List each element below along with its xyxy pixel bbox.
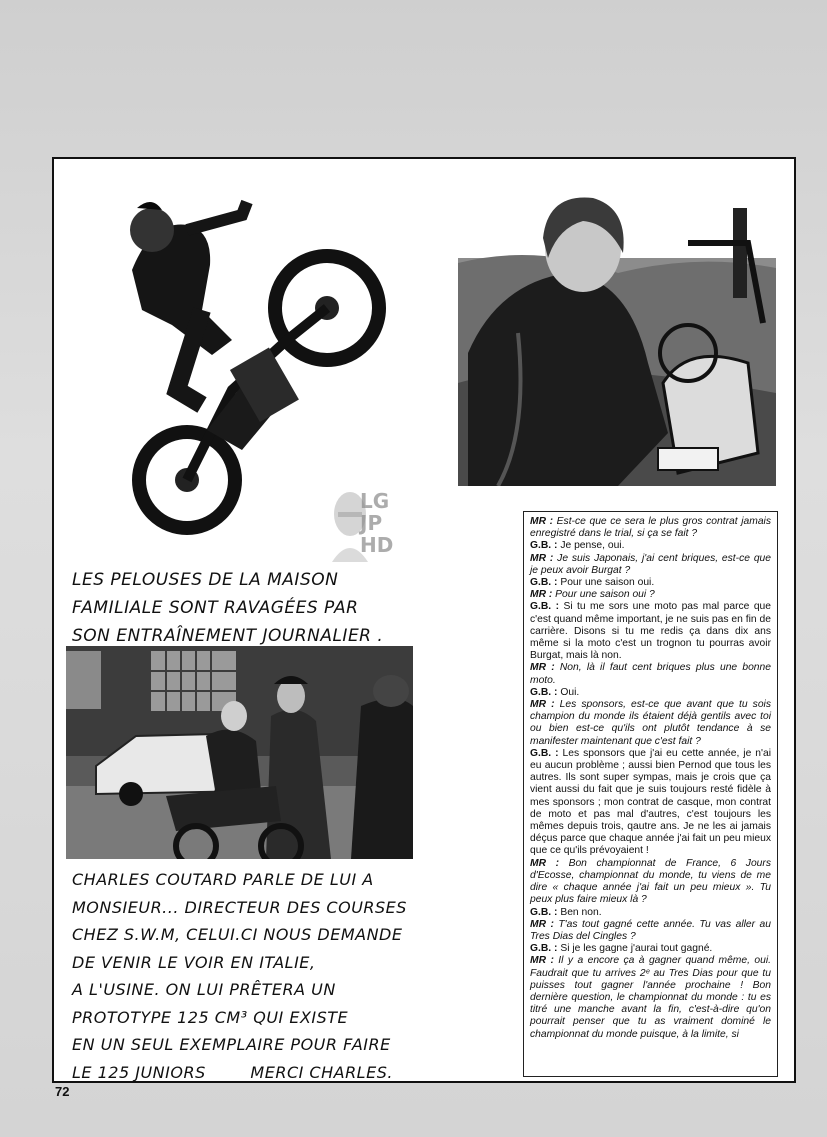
- speaker-text: Je pense, oui.: [557, 540, 625, 552]
- speaker-text: Oui.: [557, 686, 580, 698]
- speaker-label: MR :: [530, 552, 554, 564]
- caption-line: CHARLES COUTARD PARLE DE LUI A: [72, 870, 374, 889]
- speaker-text: T'as tout gagné cette année. Tu vas aller au Tres Dias del Cingles ?: [530, 918, 771, 942]
- speaker-label: MR :: [530, 699, 555, 711]
- interview-paragraph: [530, 540, 771, 552]
- speaker-label: MR :: [530, 662, 555, 674]
- portrait-photo: [458, 183, 776, 486]
- interview-paragraph: [530, 662, 771, 686]
- caption-line: LE 125 JUNIORS MERCI CHARLES.: [72, 1062, 393, 1082]
- interview-paragraph: [530, 943, 771, 955]
- speaker-text: Si je les gagne j'aurai tout gagné.: [557, 943, 713, 955]
- caption-line: CHEZ S.W.M, CELUI.CI NOUS DEMANDE: [72, 925, 403, 944]
- speaker-label: G.B. :: [530, 686, 558, 698]
- caption-line: A L'USINE. ON LUI PRÊTERA UN: [72, 980, 336, 999]
- speaker-text: Est-ce que ce sera le plus gros contrat jamais enregistré dans le trial, si ça se fait ?: [530, 516, 771, 540]
- watermark-line: JP: [360, 511, 383, 535]
- interview-paragraph: [530, 516, 771, 540]
- caption-line: EN UN SEUL EXEMPLAIRE POUR FAIRE: [72, 1035, 391, 1054]
- interview-paragraph: [530, 858, 771, 907]
- interview-paragraph: [530, 553, 771, 577]
- speaker-text: Bon championnat de France, 6 Jours d'Ecosse, championnat du monde, tu viens de me dire « chaque année j'ai fait un peu mieux ». Tu peux plus faire mieux là ?: [530, 857, 771, 906]
- caption-line: SON ENTRAÎNEMENT JOURNALIER .: [72, 626, 384, 646]
- watermark-line: LG: [360, 489, 390, 513]
- caption-top: [72, 566, 383, 650]
- speaker-text: Les sponsors, est-ce que avant que tu sois champion du monde ils étaient déjà gentils avec toi ou bien est-ce qu'ils ont plutôt tendance à se manifester maintenant que c'est fait ?: [530, 699, 771, 747]
- street-photo: [66, 646, 413, 859]
- speaker-text: Si tu me sors une moto pas mal parce que c'est quand même important, je ne suis pas en fin de carrière. Disons si tu me redis ça dans dix ans même si la moto c'est un trognon tu pourras avoir Burgat, mais là non.: [530, 601, 771, 662]
- speaker-label: MR :: [530, 589, 553, 601]
- speaker-text: Pour une saison oui ?: [552, 589, 655, 601]
- speaker-label: MR :: [530, 516, 554, 527]
- interview-paragraph: [530, 601, 771, 662]
- speaker-text: Il y a encore ça à gagner quand même, oui. Faudrait que tu arrives 2ᵉ au Tres Dias pour que tu puisses tout gagner l'année prochaine ! Bon dernière question, le championnat du monde : tu es titré une manche avant la fin, c'est-à-dire qu'on pourrait penser que tu as vraiment dominé le championnat du monde puisque, à la limite, si: [530, 955, 771, 1040]
- watermark-line: HD: [360, 533, 394, 557]
- caption-line: MONSIEUR... DIRECTEUR DES COURSES: [72, 897, 407, 917]
- interview-paragraph: [530, 577, 771, 589]
- speaker-label: G.B. :: [530, 906, 558, 918]
- caption-line: LES PELOUSES DE LA MAISON: [72, 570, 339, 590]
- page-number: 72: [55, 1084, 70, 1099]
- caption-bottom: [72, 866, 407, 1086]
- speaker-text: Non, là il faut cent briques plus une bonne moto.: [530, 662, 771, 686]
- speaker-text: Je suis Japonais, j'ai cent briques, est-ce que je peux avoir Burgat ?: [530, 552, 772, 576]
- speaker-text: Les sponsors que j'ai eu cette année, je n'ai eu aucun problème ; aussi bien Pernod que tous les autres. Ils sont super sympas, mais je crois que ça vient aussi du fait que je suis toujours resté fidèle à mes sponsors ; mon contrat de casque, mon contrat de moto et pas mal d'autres, c'est toujours les mêmes depuis trois, qautre ans. Je ne les ai jamais déçus parce que chaque année j'ai fait un peu mieux que ce qu'ils prévoyaient !: [530, 747, 771, 857]
- caption-line: DE VENIR LE VOIR EN ITALIE,: [72, 952, 316, 972]
- interview-paragraph: [530, 919, 771, 943]
- speaker-label: MR :: [530, 857, 560, 869]
- speaker-label: G.B. :: [530, 577, 558, 589]
- interview-paragraph: [530, 907, 771, 919]
- interview-column: [523, 511, 778, 1077]
- speaker-label: G.B. :: [530, 540, 558, 552]
- interview-paragraph: [530, 955, 771, 1040]
- interview-paragraph: [530, 699, 771, 748]
- speaker-text: Ben non.: [557, 906, 602, 918]
- speaker-label: MR :: [530, 955, 554, 967]
- caption-line: PROTOTYPE 125 CM³ QUI EXISTE: [72, 1007, 349, 1027]
- speaker-text: Pour une saison oui.: [557, 577, 655, 589]
- watermark-text: [360, 490, 393, 556]
- speaker-label: G.B. :: [530, 747, 559, 759]
- speaker-label: G.B. :: [530, 601, 560, 613]
- interview-paragraph: [530, 589, 771, 601]
- speaker-label: G.B. :: [530, 943, 558, 955]
- caption-line: FAMILIALE SONT RAVAGÉES PAR: [72, 598, 359, 618]
- interview-paragraph: [530, 748, 771, 858]
- speaker-label: MR :: [530, 918, 554, 930]
- interview-paragraph: [530, 687, 771, 699]
